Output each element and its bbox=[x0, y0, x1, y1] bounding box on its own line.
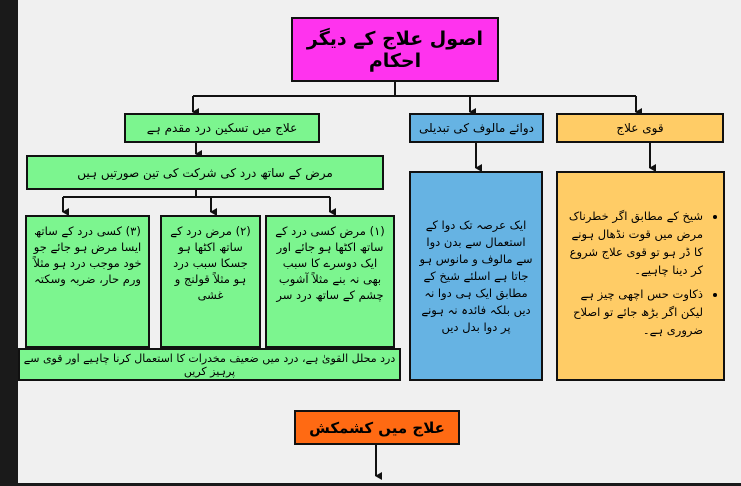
right-point-2: • ذکاوت حس اچھی چیز ہے لیکن اگر بڑھ جائے تو اصلاح ضروری ہے۔ bbox=[564, 285, 703, 339]
case-3-text: (۳) کسی درد کے ساتھ ایسا مرض ہو جائے جو خود موجب درد ہو مثلاً ورم حار، ضربہ وسکتہ bbox=[33, 224, 142, 286]
case-box-3 bbox=[25, 215, 150, 348]
right-point-1: • شیخ کے مطابق اگر خطرناک مرض میں قوت نڈھال ہونے کا ڈر ہو تو قوی علاج شروع کر دینا چاہیے۔ bbox=[564, 207, 703, 279]
case-box-1 bbox=[265, 215, 395, 348]
middle-branch-body bbox=[409, 171, 543, 381]
treatment-conflict-title: علاج میں کشمکش bbox=[309, 418, 445, 437]
right-branch-header-text: قوی علاج bbox=[616, 121, 664, 135]
right-branch-header bbox=[556, 113, 724, 143]
treatment-conflict-box bbox=[294, 410, 460, 445]
main-title: اصول علاج کے دیگر احکام bbox=[306, 27, 484, 72]
case-1-text: (۱) مرض کسی درد کے ساتھ اکٹھا ہو جائے اور ایک دوسرے کا سبب بھی نہ بنے مثلاً آشوب چشم کے ساتھ درد سر bbox=[275, 224, 385, 302]
left-branch-header-text: علاج میں تسکین درد مقدم ہے bbox=[146, 121, 298, 135]
middle-branch-header bbox=[409, 113, 544, 143]
pain-footer-box bbox=[18, 348, 401, 381]
middle-branch-body-text: ایک عرصہ تک دوا کے استعمال سے بدن دوا سے مالوف و مانوس ہو جاتا ہے اسلئے شیخ کے مطابق ایک ہی دوا نہ دیں بلکہ فائدہ نہ ہونے پر دوا بدل دیں bbox=[419, 217, 533, 334]
case-2-text: (۲) مرض درد کے ساتھ اکٹھا ہو جسکا سبب درد ہو مثلاً قولنج و غشی bbox=[170, 224, 251, 302]
main-title-box bbox=[291, 17, 499, 82]
right-branch-points bbox=[564, 207, 717, 345]
left-branch-header bbox=[124, 113, 320, 143]
pain-footer-text: درد محلل القویٰ ہے، درد میں ضعیف مخدرات کا استعمال کرنا چاہیے اور قوی سے پرہیز کریں bbox=[23, 351, 396, 378]
right-branch-body bbox=[556, 171, 725, 381]
case-box-2 bbox=[160, 215, 261, 348]
pain-cases-subheader-text: مرض کے ساتھ درد کی شرکت کی تین صورتیں ہیں bbox=[77, 165, 333, 180]
pain-cases-subheader bbox=[26, 155, 384, 190]
middle-branch-header-text: دوائے مالوف کی تبدیلی bbox=[419, 121, 534, 135]
